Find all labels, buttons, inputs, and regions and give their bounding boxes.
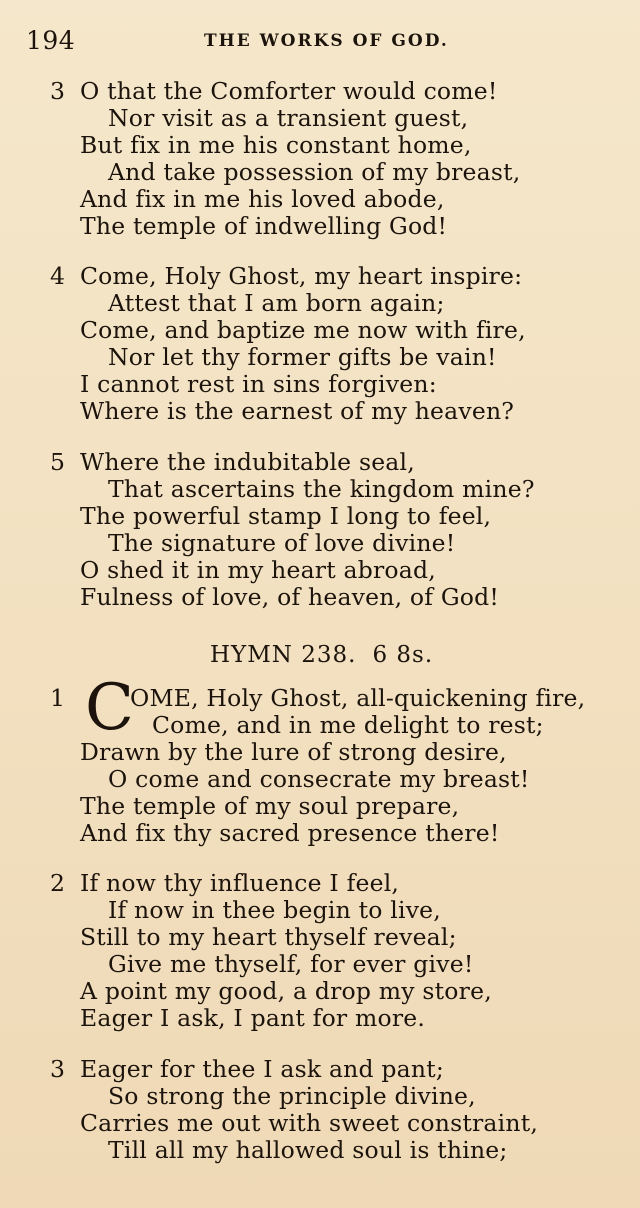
verse-line: Come, Holy Ghost, my heart inspire: [80,262,523,290]
stanza-number: 3 [50,1055,65,1083]
verse-line: Nor let thy former gifts be vain! [108,343,497,371]
verse-line: And take possession of my breast, [108,158,521,186]
verse-line: Attest that I am born again; [108,289,445,317]
verse-line: Where is the earnest of my heaven? [80,397,515,425]
verse-line: O come and consecrate my breast! [108,765,530,793]
verse-line: Come, and baptize me now with fire, [80,316,526,344]
stanza-number: 3 [50,77,65,105]
verse-line: So strong the principle divine, [108,1082,476,1110]
verse-line: The temple of my soul prepare, [80,792,460,820]
verse-line: Fulness of love, of heaven, of God! [80,583,500,611]
stanza-number: 1 [50,684,65,712]
verse-line: The signature of love divine! [108,529,456,557]
verse-line: But fix in me his constant home, [80,131,472,159]
stanza-number: 4 [50,262,65,290]
stanza-number: 5 [50,448,65,476]
verse-line: And fix thy sacred presence there! [80,819,500,847]
verse-line: Eager for thee I ask and pant; [80,1055,444,1083]
verse-line: O that the Comforter would come! [80,77,498,105]
verse-line: Still to my heart thyself reveal; [80,923,457,951]
verse-line: If now in thee begin to live, [108,896,441,924]
page-number: 194 [26,26,76,55]
drop-cap: C [85,671,134,745]
hymn-heading [210,642,433,668]
verse-line: I cannot rest in sins forgiven: [80,370,437,398]
verse-line: Drawn by the lure of strong desire, [80,738,507,766]
running-head: THE WORKS OF GOD. [204,31,449,51]
verse-line: The powerful stamp I long to feel, [80,502,492,530]
verse-line: O shed it in my heart abroad, [80,556,436,584]
verse-line: Till all my hallowed soul is thine; [108,1136,508,1164]
verse-line: The temple of indwelling God! [80,212,448,240]
verse-line: Eager I ask, I pant for more. [80,1004,426,1032]
verse-line: OME, Holy Ghost, all-quickening fire, [130,684,586,712]
verse-line: Carries me out with sweet constraint, [80,1109,539,1137]
verse-line: Nor visit as a transient guest, [108,104,469,132]
hymn-meter: 6 8s. [372,642,434,668]
verse-line: If now thy influence I feel, [80,869,400,897]
hymn-title: HYMN 238. [210,642,357,668]
verse-line: Where the indubitable seal, [80,448,415,476]
stanza-number: 2 [50,869,65,897]
verse-line: Give me thyself, for ever give! [108,950,474,978]
verse-line: That ascertains the kingdom mine? [108,475,535,503]
verse-line: Come, and in me delight to rest; [152,711,544,739]
page-header [26,26,616,60]
verse-line: A point my good, a drop my store, [80,977,492,1005]
verse-line: And fix in me his loved abode, [80,185,445,213]
